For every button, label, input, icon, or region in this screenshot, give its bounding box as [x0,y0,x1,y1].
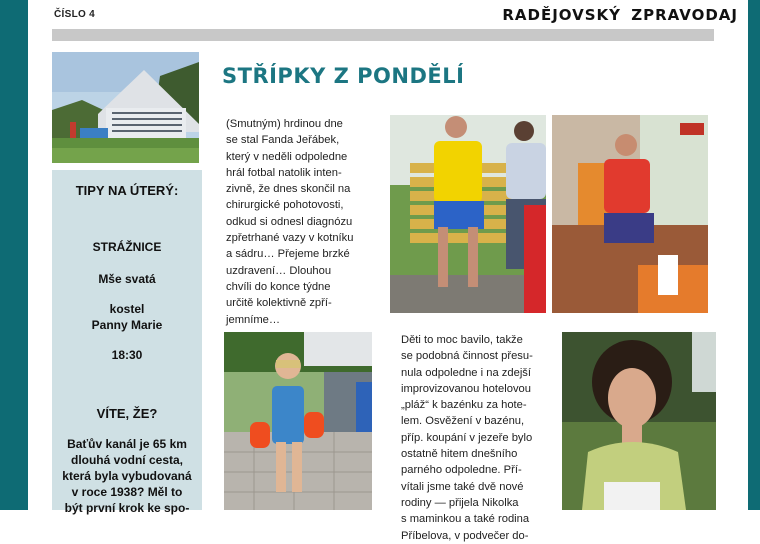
text-line: improvizovanou hotelovou [401,382,531,395]
fact-line: být první krok ke spo- [64,501,190,515]
text-line: parného odpoledne. Pří- [401,464,522,477]
text-line: odkud si odnesl diagnózu [226,215,353,228]
fact-line: dlouhá vodní cesta, [70,453,184,467]
text-line: vítali jsme také dvě nové [401,480,524,493]
text-line: se podobná činnost přesu- [401,350,533,363]
page-edge-left [0,0,28,510]
newsletter-page [28,0,748,542]
text-line: určitě kolektivně zpří- [226,297,332,310]
girl-photo [562,332,716,510]
text-line: nula odpoledne i na zdejší [401,366,532,379]
article-paragraph-2 [401,332,543,544]
text-line: zpřetrhané vazy v kotníku [226,232,354,245]
text-line: Děti to moc bavilo, takže [401,334,523,346]
sidebar-tips [52,170,202,515]
tip-event: Mše svatá [98,272,156,286]
tip-venue-line1: kostel [109,302,145,316]
bench-photo [390,115,708,313]
text-line: Příbelova, v podvečer do- [401,529,529,542]
text-line: který v neděli odpoledne [226,150,348,163]
text-line: rodiny — přijela Nikolka [401,496,519,509]
page-edge-right [748,0,760,510]
fact-line: která byla vybudovaná [62,469,192,483]
fact-line: v roce 1938? Měl to [71,485,183,499]
know-heading: VÍTE, ŽE? [96,406,158,421]
issue-number: ČÍSLO 4 [54,9,95,20]
text-line: ostatně hitem dnešního [401,448,518,461]
article-title: STŘÍPKY Z PONDĚLÍ [222,64,465,88]
tip-place: STRÁŽNICE [92,240,162,254]
text-line: a sádru… Přejeme brzké [226,248,350,261]
text-line: chirurgické pohotovosti, [226,199,344,212]
header-rule [52,29,714,41]
text-line: „pláž“ k bazénku za hote- [401,399,527,412]
text-line: zivně, že dnes skončil na [226,183,351,196]
fact-text [52,436,202,516]
text-line: jemníme… [226,313,281,326]
fact-line: Baťův kanál je 65 km [67,437,187,451]
text-line: s maminkou a také rodina [401,513,530,526]
text-line: chvíli do konce týdne [226,280,331,293]
text-line: (Smutným) hrdinou dne [226,118,343,130]
text-line: uzdravení… Dlouhou [226,264,332,277]
article-paragraph-1 [226,116,366,328]
text-line: hrál fotbal natolik inten- [226,166,342,179]
hotel-photo [52,52,199,163]
text-line: lem. Osvěžení v bazénu, [401,415,525,428]
newsletter-title: RADĚJOVSKÝ ZPRAVODAJ [502,6,738,24]
text-line: příp. koupání v jezeře bylo [401,431,533,444]
tips-heading: TIPY NA ÚTERÝ: [75,183,179,198]
tip-venue-line2: Panny Marie [91,318,163,332]
child-photo [224,332,372,510]
tip-time: 18:30 [111,348,143,362]
text-line: se stal Fanda Jeřábek, [226,134,340,147]
